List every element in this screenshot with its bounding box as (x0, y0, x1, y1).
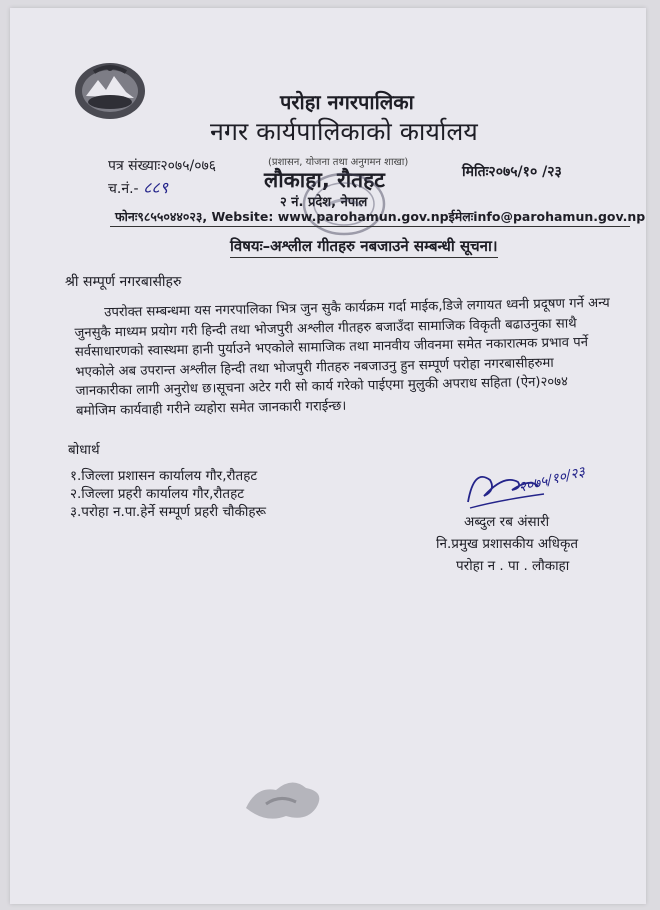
office-name: नगर कार्यपालिकाको कार्यालय (210, 117, 478, 146)
signatory-office: परोहा न . पा . लौकाहा (456, 558, 570, 574)
province-name: २ नं. प्रदेश, नेपाल (280, 195, 368, 210)
letter-date: मितिः२०७५/१० /२३ (462, 164, 562, 180)
body-line: उपरोक्त सम्बन्धमा यस नगरपालिका भित्र जुन सुकै कार्यक्रम गर्दा माईक,डिजे लगायत ध्वनी प्रदूषण गर्ने अन्य (104, 295, 610, 321)
dispatch-number-value: ८८९ (143, 178, 169, 197)
header-divider (110, 226, 630, 227)
dispatch-number (108, 176, 168, 198)
salutation: श्री सम्पूर्ण नगरबासीहरु (65, 274, 182, 290)
body-line: जुनसुकै माध्यम प्रयोग गरी हिन्दी तथा भोजपुरी अश्लील गीतहरु बजाउँदा सामाजिक विकृती बढाउनुका साथै (74, 315, 577, 341)
letter-body (74, 294, 616, 421)
nepal-emblem-icon (72, 60, 148, 122)
letter-subject: विषयः–अश्लील गीतहरु नबजाउने सम्बन्धी सूचना। (230, 236, 498, 258)
letter-sheet (10, 8, 646, 904)
branch-name: (प्रशासन, योजना तथा अनुगमन शाखा) (268, 157, 409, 168)
body-line: भएकोले अब उपरान्त अश्लील हिन्दी तथा भोजपुरी गीतहरु नबजाउनु हुन सम्पूर्ण परोहा नगरबासीहरुमा (75, 355, 554, 380)
municipality-name: परोहा नगरपालिका (280, 90, 414, 114)
contact-line: फोनः९८५५०४४०२३, Website: www.parohamun.gov.npईमेलःinfo@parohamun.gov.np (115, 209, 646, 224)
cc-heading: बोधार्थ (68, 442, 100, 458)
body-line: बमोजिम कार्यवाही गरीने व्यहोरा समेत जानकारी गराईन्छ। (75, 398, 347, 419)
signature-date: २०७५/१०/२३ (517, 463, 587, 496)
office-stamp-icon (296, 166, 392, 238)
signatory-title: नि.प्रमुख प्रशासकीय अधिकृत (436, 536, 579, 552)
cc-item: २.जिल्ला प्रहरी कार्यालय गौर,रौतहट (70, 486, 245, 502)
body-line: सर्वसाधारणको स्वास्थमा हानी पुर्याउने भएकोले सामाजिक तथा मानवीय जीवनमा समेत नकारात्मक प्रभाव पर्ने (74, 335, 589, 360)
ink-smudge (236, 768, 332, 826)
cc-item: १.जिल्ला प्रशासन कार्यालय गौर,रौतहट (70, 468, 258, 484)
city-name: लौकाहा, रौतहट (264, 168, 385, 192)
signatory-name: अब्दुल रब अंसारी (464, 514, 550, 530)
signature-mark (460, 460, 600, 520)
body-line: जानकारीका लागी अनुरोध छ।सूचना अटेर गरी सो कार्य गरेको पाईएमा मुलुकी अपराध सहिता (ऐन)२०७४ (75, 374, 569, 399)
cc-item: ३.परोहा न.पा.हेर्ने सम्पूर्ण प्रहरी चौकीहरू (70, 504, 267, 520)
dispatch-number-label: च.नं.- (108, 181, 139, 197)
reference-number: पत्र संख्याः२०७५/०७६ (108, 158, 217, 174)
